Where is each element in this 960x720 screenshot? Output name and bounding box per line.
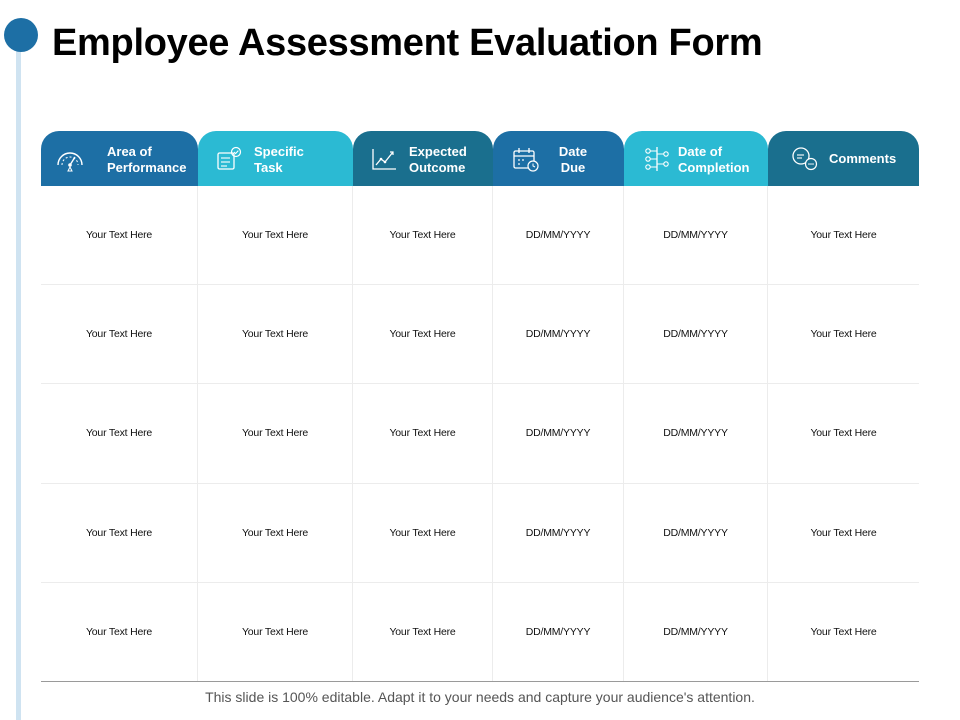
table-row (41, 285, 919, 384)
header-label: Comments (829, 151, 897, 166)
table-cell[interactable]: Your Text Here (810, 427, 877, 440)
table-row (41, 186, 919, 285)
table-row (41, 384, 919, 483)
calendar-clock-icon (511, 145, 541, 173)
table-header-row (41, 131, 919, 186)
table-cell[interactable]: Your Text Here (353, 186, 493, 284)
table-cell[interactable]: Your Text Here (198, 384, 353, 482)
table-cell[interactable]: Your Text Here (41, 285, 198, 383)
table-cell[interactable]: Your Text Here (198, 583, 353, 682)
header-date-due (493, 131, 624, 186)
table-row (41, 583, 919, 682)
header-label: Date of Completion (678, 144, 750, 175)
table-cell[interactable]: DD/MM/YYYY (624, 583, 768, 682)
side-accent-line (16, 36, 21, 720)
table-cell[interactable]: Your Text Here (810, 626, 877, 639)
evaluation-table (41, 131, 919, 682)
speedometer-icon (55, 145, 85, 173)
table-cell[interactable]: DD/MM/YYYY (493, 384, 624, 482)
header-expected-outcome (353, 131, 493, 186)
header-label: Specific Task (254, 144, 304, 175)
table-cell[interactable]: Your Text Here (41, 484, 198, 582)
table-cell[interactable]: Your Text Here (810, 526, 877, 539)
table-cell[interactable]: Your Text Here (810, 229, 877, 242)
line-chart-icon (369, 145, 399, 173)
header-area-of-performance (41, 131, 198, 186)
table-cell[interactable]: DD/MM/YYYY (624, 186, 768, 284)
table-cell[interactable]: DD/MM/YYYY (493, 186, 624, 284)
table-cell[interactable]: DD/MM/YYYY (624, 484, 768, 582)
header-label: Area of Performance (107, 144, 187, 175)
table-cell[interactable]: DD/MM/YYYY (493, 583, 624, 682)
table-cell[interactable]: Your Text Here (198, 186, 353, 284)
table-cell[interactable]: DD/MM/YYYY (624, 285, 768, 383)
header-specific-task (198, 131, 353, 186)
table-cell[interactable]: Your Text Here (353, 285, 493, 383)
table-cell[interactable]: DD/MM/YYYY (493, 484, 624, 582)
table-cell[interactable]: Your Text Here (198, 484, 353, 582)
process-flow-icon (642, 145, 672, 173)
table-cell[interactable]: Your Text Here (41, 583, 198, 682)
table-cell[interactable]: Your Text Here (353, 583, 493, 682)
task-checklist-icon (214, 145, 244, 173)
header-label: Date Due (558, 144, 588, 175)
page-title: Employee Assessment Evaluation Form (52, 22, 763, 64)
header-comments (768, 131, 919, 186)
side-accent-dot (4, 18, 38, 52)
table-cell[interactable]: DD/MM/YYYY (493, 285, 624, 383)
footer-note: This slide is 100% editable. Adapt it to your needs and capture your audience's attention. (205, 689, 755, 705)
table-cell[interactable]: Your Text Here (353, 484, 493, 582)
table-cell[interactable]: Your Text Here (810, 328, 877, 341)
table-row (41, 484, 919, 583)
table-cell[interactable]: DD/MM/YYYY (624, 384, 768, 482)
header-date-of-completion (624, 131, 768, 186)
table-cell[interactable]: Your Text Here (41, 186, 198, 284)
bottom-divider (41, 681, 919, 682)
table-cell[interactable]: Your Text Here (41, 384, 198, 482)
table-cell[interactable]: Your Text Here (198, 285, 353, 383)
table-body (41, 186, 919, 682)
table-cell[interactable]: Your Text Here (353, 384, 493, 482)
header-label: Expected Outcome (409, 144, 467, 175)
chat-bubbles-icon (790, 145, 820, 173)
